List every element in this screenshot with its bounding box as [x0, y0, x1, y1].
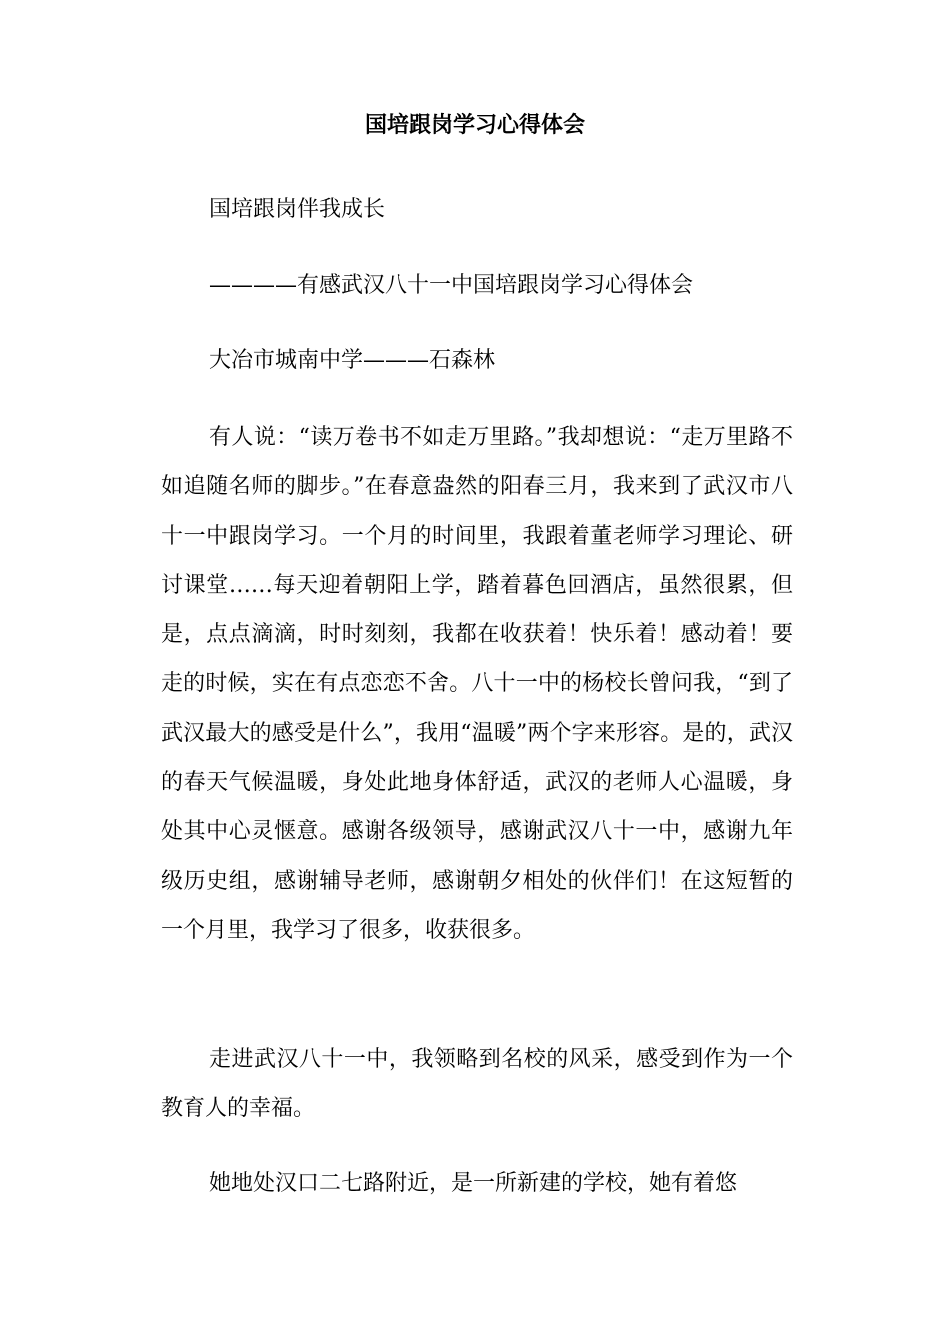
paragraph-1: 有人说：“读万卷书不如走万里路。”我却想说：“走万里路不如追随名师的脚步。”在春意盎然的阳春三月，我来到了武汉市八十一中跟岗学习。一个月的时间里，我跟着董老师学习理论、研讨课堂……每天迎着朝阳上学，踏着暮色回酒店，虽然很累，但是，点点滴滴，时时刻刻，我都在收获着！快乐着！感动着！要走的时候，实在有点恋恋不舍。八十一中的杨校长曾问我，“到了武汉最大的感受是什么”，我用“温暖”两个字来形容。是的，武汉的春天气候温暖，身处此地身体舒适，武汉的老师人心温暖，身处其中心灵惬意。感谢各级领导，感谢武汉八十一中，感谢九年级历史组，感谢辅导老师，感谢朝夕相处的伙伴们！在这短暂的一个月里，我学习了很多，收获很多。	[161, 425, 793, 943]
paragraph-2: 走进武汉八十一中，我领略到名校的风采，感受到作为一个教育人的幸福。	[161, 1047, 793, 1122]
document-subtitle: 国培跟岗伴我成长	[209, 197, 386, 222]
document-subheading: ————有感武汉八十一中国培跟岗学习心得体会	[209, 273, 694, 298]
author-line: 大冶市城南中学———石森林	[209, 348, 496, 373]
document-title: 国培跟岗学习心得体会	[364, 112, 585, 138]
paragraph-3: 她地处汉口二七路附近，是一所新建的学校，她有着悠	[209, 1171, 738, 1196]
